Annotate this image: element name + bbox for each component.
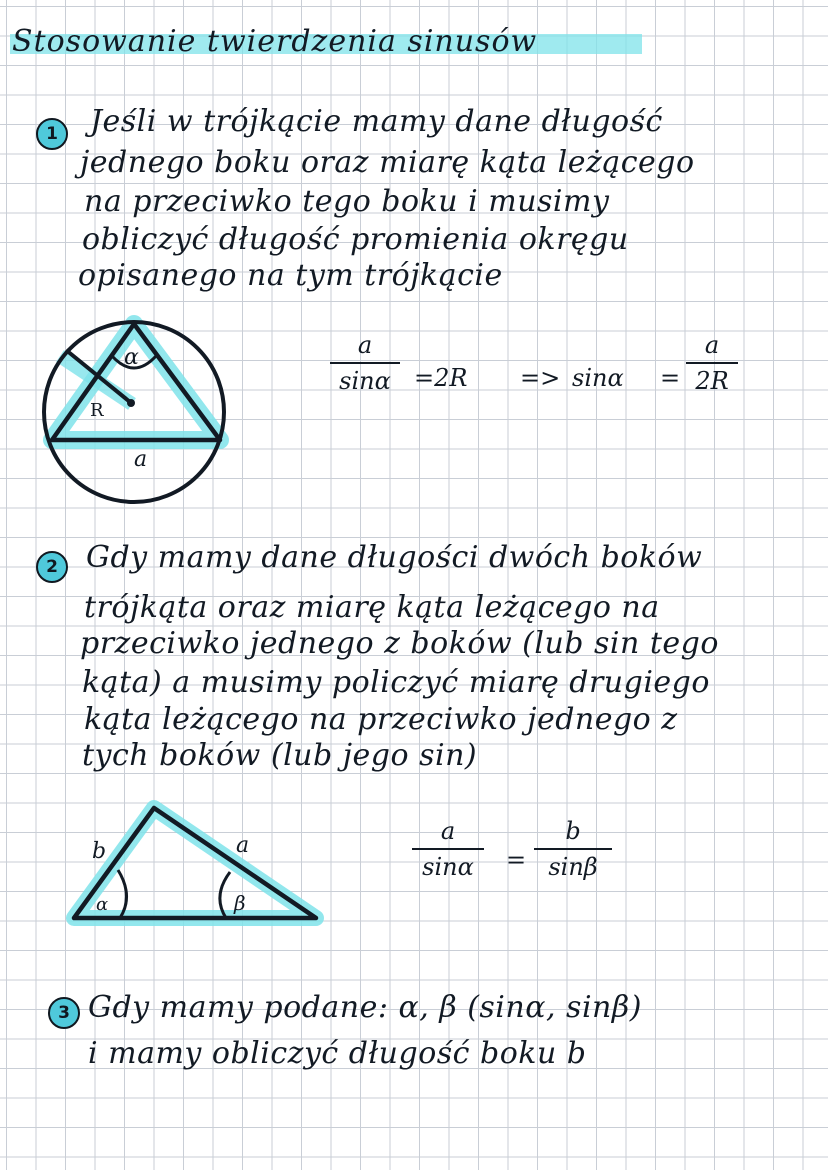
section-number-2: 2 (36, 551, 68, 583)
section1-line-4: obliczyć długość promienia okręgu (82, 222, 629, 257)
formula2-fraction-a-sinalpha (412, 816, 484, 882)
formula2-fraction-b-sinbeta (534, 816, 612, 882)
formula1-lhs-sin: sinα (572, 364, 624, 392)
section1-line-5: opisanego na tym trójkącie (78, 258, 503, 293)
section3-line-1: Gdy mamy podane: α, β (sinα, sinβ) (88, 990, 642, 1025)
figure2-side-b-label: b (92, 839, 107, 864)
formula2b-numerator: b (565, 817, 581, 845)
section2-line-1: Gdy mamy dane długości dwóch boków (86, 540, 703, 575)
fraction-bar (534, 848, 612, 850)
figure2-side-a-label: a (236, 833, 250, 858)
figure1-angle-label: α (124, 345, 139, 370)
section1-line-2: jednego boku oraz miarę kąta leżącego (80, 145, 695, 180)
formula2b-denominator: sinβ (548, 853, 598, 881)
figure2-angle-beta-label: β (234, 891, 246, 915)
section2-line-2: trójkąta oraz miarę kąta leżącego na (84, 590, 660, 625)
formula1-denominator: sinα (339, 367, 391, 395)
section-number-3: 3 (48, 997, 80, 1029)
triangle2-highlight (74, 808, 316, 918)
figure1-side-label: a (134, 447, 148, 472)
formula1-equals-2r: =2R (414, 364, 468, 392)
section3-line-2: i mamy obliczyć długość boku b (88, 1036, 587, 1071)
formula2-equals: = (506, 846, 527, 874)
section1-line-1: Jeśli w trójkącie mamy dane długość (90, 104, 663, 139)
formula1b-numerator: a (704, 331, 720, 359)
formula2-denominator: sinα (422, 853, 474, 881)
page-title: Stosowanie twierdzenia sinusów (12, 24, 538, 59)
figure1-radius-label: R (90, 400, 104, 421)
section2-line-3: przeciwko jednego z boków (lub sin tego (80, 626, 719, 661)
figure2-angle-alpha-label: α (96, 894, 109, 915)
section1-line-3: na przeciwko tego boku i musimy (84, 184, 610, 219)
formula1-equals: = (660, 364, 681, 392)
formula1-numerator: a (357, 331, 373, 359)
section2-line-6: tych boków (lub jego sin) (82, 738, 478, 773)
formula2-numerator: a (440, 817, 456, 845)
formula1b-denominator: 2R (695, 367, 729, 395)
section2-line-4: kąta) a musimy policzyć miarę drugiego (82, 665, 710, 700)
section-number-1: 1 (36, 118, 68, 150)
section2-line-5: kąta leżącego na przeciwko jednego z (84, 702, 678, 737)
formula1-implies-arrow: => (520, 364, 561, 392)
fraction-bar (412, 848, 484, 850)
